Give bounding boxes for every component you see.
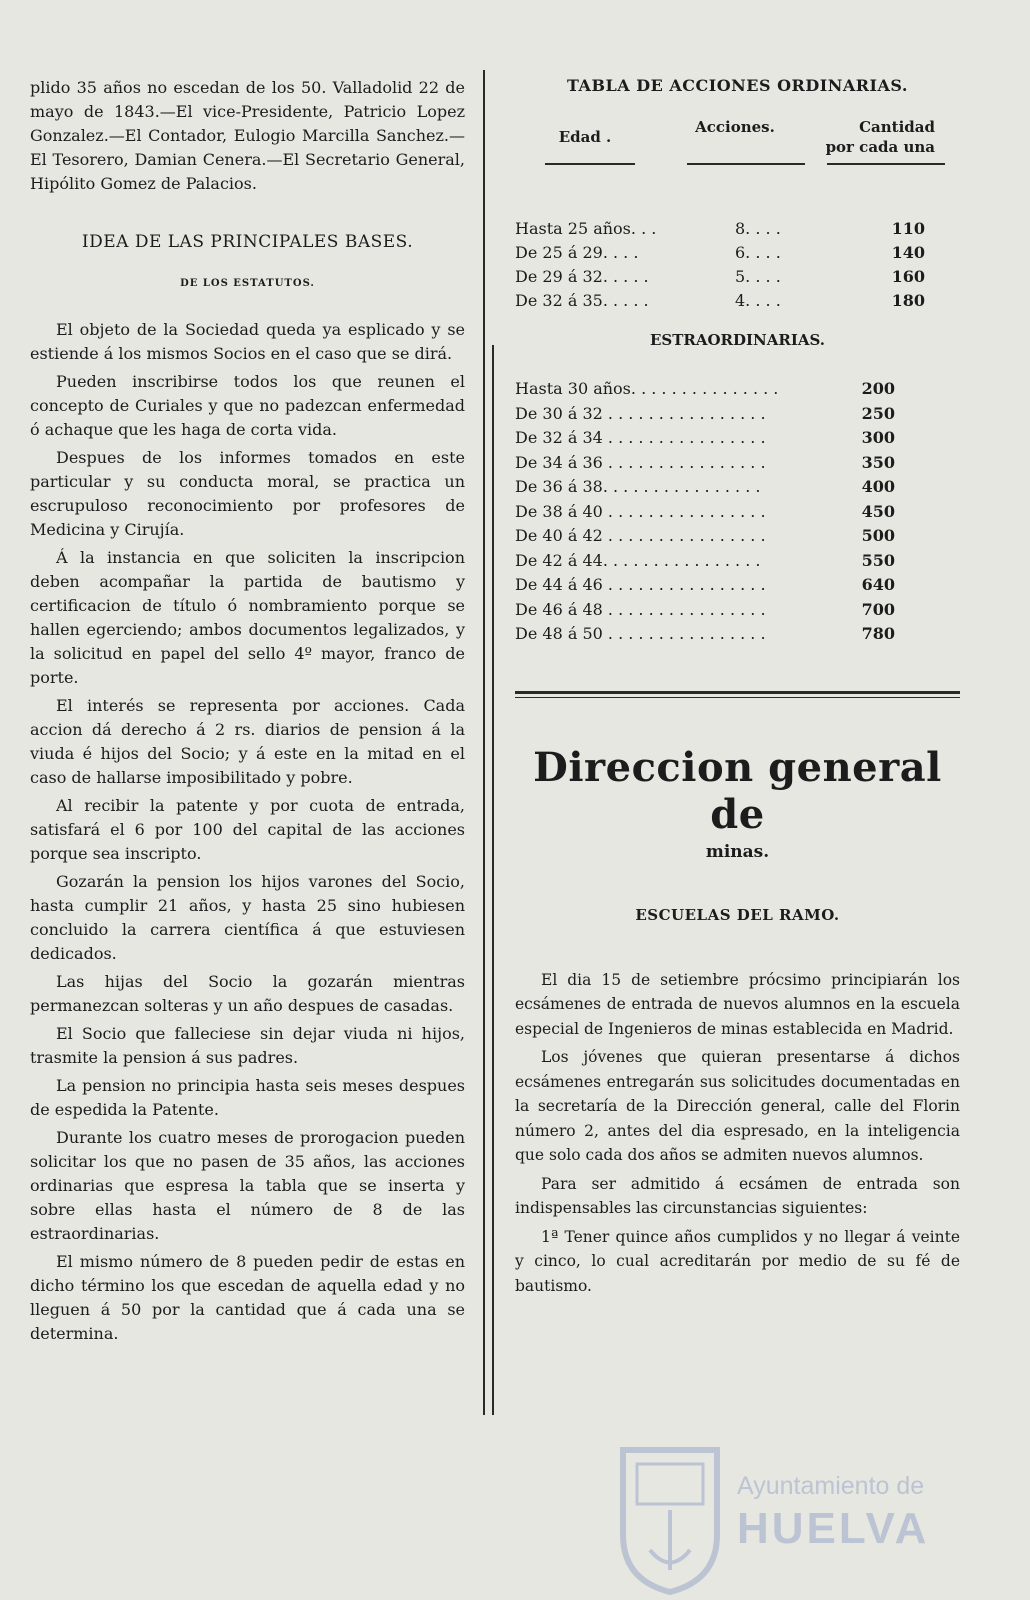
- watermark-text-line2: HUELVA: [737, 1504, 930, 1553]
- table-title: TABLA DE ACCIONES ORDINARIAS.: [567, 76, 908, 95]
- ordinarias-rows: [515, 217, 960, 313]
- estatutos-subheading: DE LOS ESTATUTOS.: [180, 278, 315, 289]
- notice-paragraph: El dia 15 de setiembre prócsimo principiarán los ecsámenes de entrada de nuevos alumnos en la escuela especial de Ingenieros de minas establecida en Madrid.: [515, 970, 960, 1038]
- table-row: De 36 á 38. . . . . . . . . . . . . . . . 400: [515, 477, 895, 496]
- table-row: Hasta 25 años. . . 8. . . . 110: [515, 219, 925, 238]
- table-row: De 38 á 40 . . . . . . . . . . . . . . . . 450: [515, 501, 895, 521]
- table-row: De 32 á 35. . . . . 4. . . . 180: [515, 291, 925, 310]
- table-row: De 46 á 48 . . . . . . . . . . . . . . . . 700: [515, 599, 895, 619]
- notice-paragraph: Para ser admitido á ecsámen de entrada son indispensables las circunstancias siguientes:: [515, 1174, 960, 1217]
- col-cantidad-line2: por cada una: [825, 138, 935, 156]
- col-edad: Edad .: [558, 128, 612, 146]
- col-cantidad-line1: Cantidad: [859, 118, 935, 136]
- statute-paragraph: Á la instancia en que soliciten la inscripcion deben acompañar la partida de bautismo y certificacion de título ó nombramiento porque se hallen egerciendo; ambos documentos legalizados, y la solicitud en papel del sello 4º mayor, franco de porte.: [30, 548, 465, 687]
- statute-paragraph: Despues de los informes tomados en este particular y su conducta moral, se practica un escrupuloso reconocimiento por profesores de Medicina y Cirujía.: [30, 448, 465, 539]
- statute-paragraph: Pueden inscribirse todos los que reunen el concepto de Curiales y que no padezcan enfermedad ó achaque que les haga de corta vida.: [30, 372, 465, 439]
- statute-paragraph: Al recibir la patente y por cuota de entrada, satisfará el 6 por 100 del capital de las acciones porque sea inscripto.: [30, 796, 465, 863]
- statute-paragraph: La pension no principia hasta seis meses despues de espedida la Patente.: [30, 1076, 465, 1119]
- statute-paragraph: El mismo número de 8 pueden pedir de estas en dicho término los que escedan de aquella edad y no lleguen á 50 por la cantidad que á cada una se determina.: [30, 1252, 465, 1343]
- table-row: De 34 á 36 . . . . . . . . . . . . . . . . 350: [515, 452, 895, 472]
- table-row: De 29 á 32. . . . . 5. . . . 160: [515, 267, 925, 286]
- left-column: [30, 76, 465, 1350]
- statute-paragraph: Gozarán la pension los hijos varones del Socio, hasta cumplir 21 años, y hasta 25 sino hubiesen concluido la carrera científica á que estuviesen dedicados.: [30, 872, 465, 963]
- statute-paragraph: El objeto de la Sociedad queda ya esplicado y se estiende á los mismos Socios en el caso que se dirá.: [30, 320, 465, 363]
- watermark-text-line1: Ayuntamiento de: [737, 1472, 925, 1500]
- table-row: De 25 á 29. . . . 6. . . . 140: [515, 243, 925, 262]
- bases-heading: IDEA DE LAS PRINCIPALES BASES.: [81, 232, 414, 252]
- table-header-rules: [515, 163, 960, 165]
- intro-paragraph: plido 35 años no escedan de los 50. Valladolid 22 de mayo de 1843.—El vice-Presidente, Patricio Lopez Gonzalez.—El Contador, Eulogio Marcilla Sanchez.—El Tesorero, Damian Cenera.—El Secretario General, Hipólito Gomez de Palacios.: [30, 78, 465, 193]
- table-row: De 32 á 34 . . . . . . . . . . . . . . . . 300: [515, 428, 895, 447]
- statute-paragraph: Durante los cuatro meses de prorogacion pueden solicitar los que no pasen de 35 años, las acciones ordinarias que espresa la tabla que se inserta y sobre ellas hasta el número de 8 de las estraordinarias.: [30, 1128, 465, 1243]
- column-divider: [483, 70, 485, 1415]
- table-row: De 42 á 44. . . . . . . . . . . . . . . . 550: [515, 550, 895, 570]
- section-divider: [515, 691, 960, 698]
- direccion-subtitle: minas.: [705, 841, 770, 862]
- direccion-title: Direccion general de: [533, 743, 942, 838]
- right-column: [515, 76, 960, 1302]
- table-row: De 48 á 50 . . . . . . . . . . . . . . . . 780: [515, 624, 895, 643]
- escuelas-heading: ESCUELAS DEL RAMO.: [635, 905, 840, 924]
- coat-of-arms-icon: [615, 1440, 725, 1595]
- col-acciones: Acciones.: [695, 118, 775, 136]
- table-header: [515, 117, 960, 157]
- col-cantidad: [815, 117, 935, 157]
- watermark-logo: [615, 1440, 935, 1590]
- statute-paragraph: El interés se representa por acciones. Cada accion dá derecho á 2 rs. diarios de pension á la viuda é hijos del Socio; y á este en la mitad en el caso de hallarse imposibilitado y pobre.: [30, 696, 465, 787]
- estraordinarias-rows: [515, 377, 960, 647]
- table-row: De 44 á 46 . . . . . . . . . . . . . . . . 640: [515, 575, 895, 594]
- statute-paragraph: El Socio que falleciese sin dejar viuda ni hijos, trasmite la pension á sus padres.: [30, 1024, 465, 1067]
- statute-paragraph: Las hijas del Socio la gozarán mientras permanezcan solteras y un año despues de casadas.: [30, 972, 465, 1015]
- direccion-body: [515, 968, 960, 1299]
- table-row: De 40 á 42 . . . . . . . . . . . . . . . . 500: [515, 526, 895, 545]
- estraordinarias-title: ESTRAORDINARIAS.: [649, 331, 826, 349]
- notice-paragraph: Los jóvenes que quieran presentarse á dichos ecsámenes entregarán sus solicitudes documentadas en la secretaría de la Dirección general, calle del Florin número 2, antes del dia espresado, en la inteligencia que solo cada dos años se admiten nuevos alumnos.: [515, 1048, 960, 1164]
- notice-paragraph: 1ª Tener quince años cumplidos y no llegar á veinte y cinco, lo cual acreditarán por medio de su fé de bautismo.: [515, 1227, 960, 1295]
- column-divider-inner: [492, 345, 494, 1415]
- table-row: Hasta 30 años. . . . . . . . . . . . . . . 200: [515, 379, 895, 398]
- table-row: De 30 á 32 . . . . . . . . . . . . . . . . 250: [515, 403, 895, 423]
